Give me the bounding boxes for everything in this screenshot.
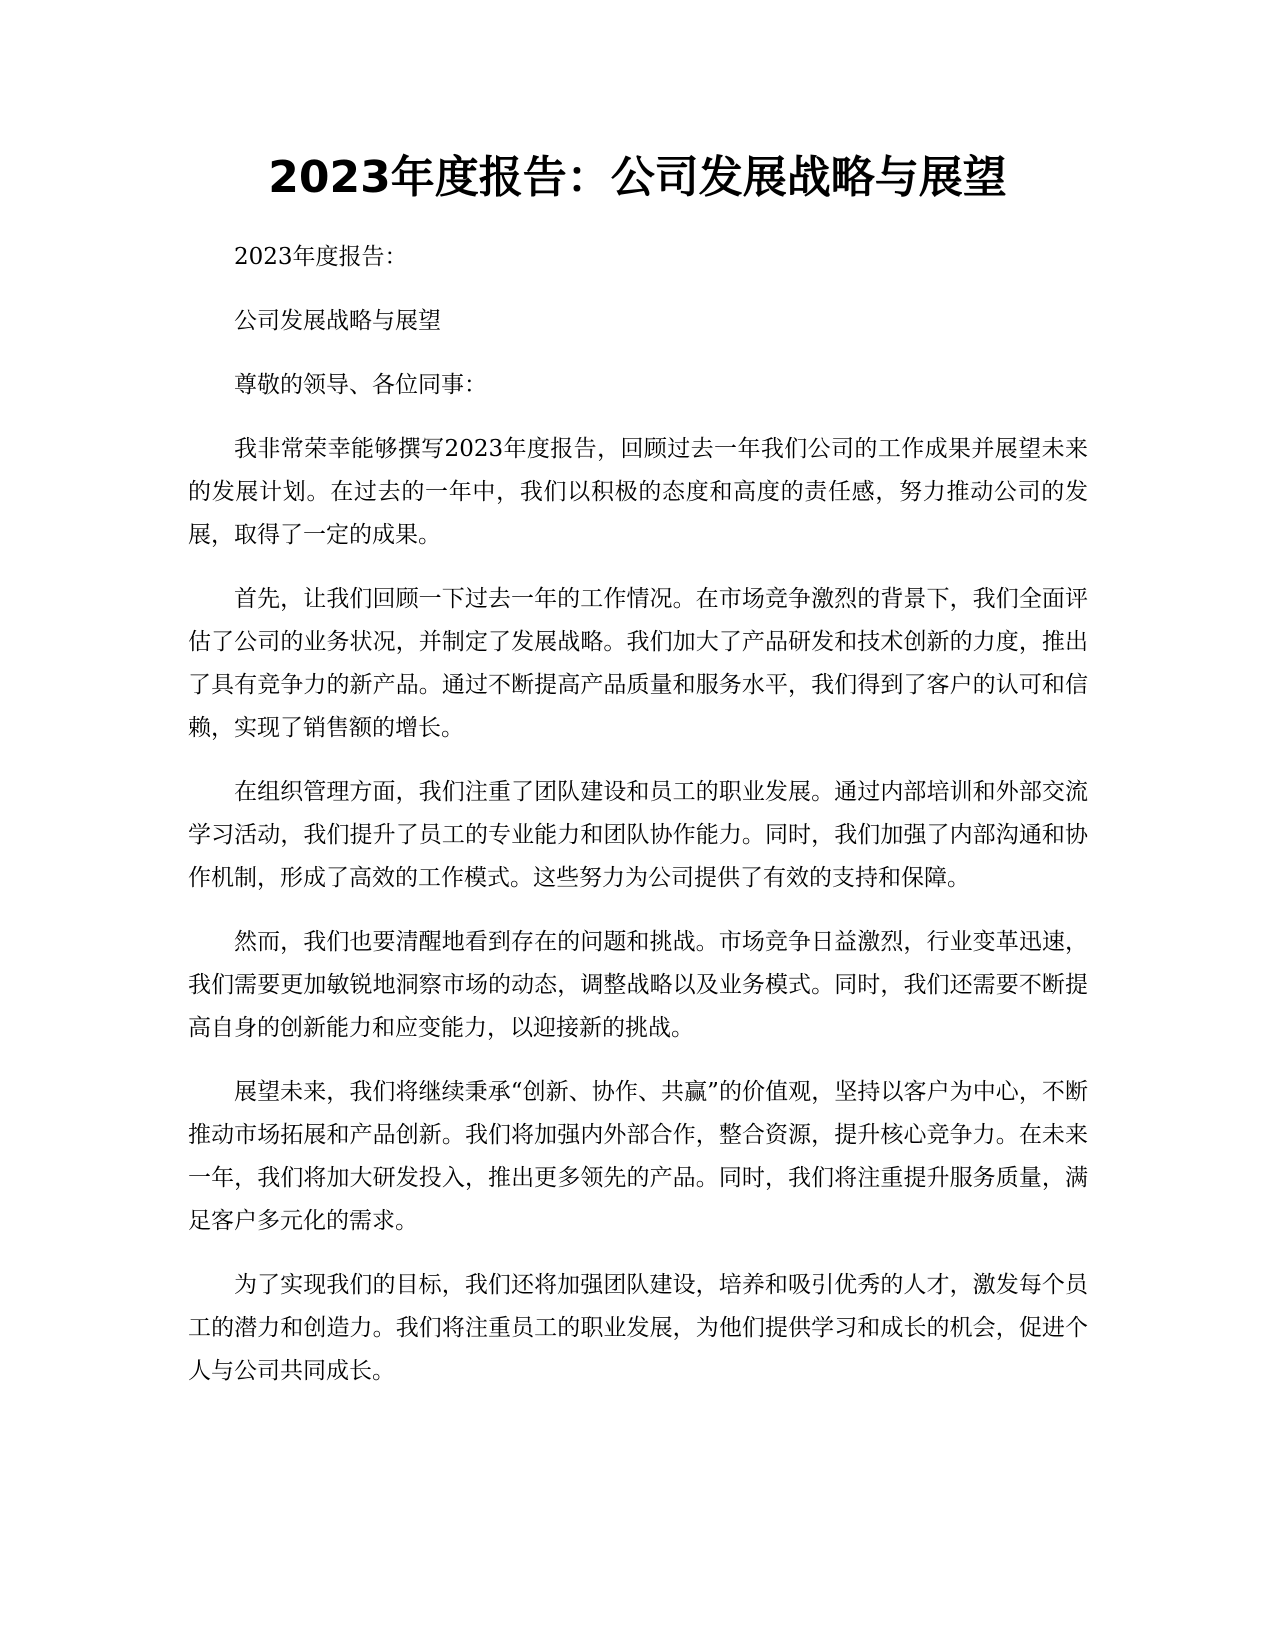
- paragraph-intro: 我非常荣幸能够撰写2023年度报告，回顾过去一年我们公司的工作成果并展望未来的发展计划。在过去的一年中，我们以积极的态度和高度的责任感，努力推动公司的发展，取得了一定的成果。: [188, 436, 1088, 548]
- paragraph-organization: 在组织管理方面，我们注重了团队建设和员工的职业发展。通过内部培训和外部交流学习活动，我们提升了员工的专业能力和团队协作能力。同时，我们加强了内部沟通和协作机制，形成了高效的工作模式。这些努力为公司提供了有效的支持和保障。: [188, 779, 1088, 891]
- paragraph-report-heading: 2023年度报告：: [234, 244, 408, 270]
- paragraph-outlook: 展望未来，我们将继续秉承“创新、协作、共赢”的价值观，坚持以客户为中心，不断推动市场拓展和产品创新。我们将加强内外部合作，整合资源，提升核心竞争力。在未来一年，我们将加大研发投入，推出更多领先的产品。同时，我们将注重提升服务质量，满足客户多元化的需求。: [188, 1079, 1088, 1234]
- paragraph-challenges: 然而，我们也要清醒地看到存在的问题和挑战。市场竞争日益激烈，行业变革迅速，我们需要更加敏锐地洞察市场的动态，调整战略以及业务模式。同时，我们还需要不断提高自身的创新能力和应变能力，以迎接新的挑战。: [188, 929, 1088, 1041]
- document-body: [188, 236, 1088, 1414]
- paragraph-subtitle: 公司发展战略与展望: [234, 308, 441, 334]
- paragraph-review: 首先，让我们回顾一下过去一年的工作情况。在市场竞争激烈的背景下，我们全面评估了公司的业务状况，并制定了发展战略。我们加大了产品研发和技术创新的力度，推出了具有竞争力的新产品。通过不断提高产品质量和服务水平，我们得到了客户的认可和信赖，实现了销售额的增长。: [188, 586, 1088, 741]
- document-title: 2023年度报告：公司发展战略与展望: [268, 152, 1007, 203]
- paragraph-talent: 为了实现我们的目标，我们还将加强团队建设，培养和吸引优秀的人才，激发每个员工的潜力和创造力。我们将注重员工的职业发展，为他们提供学习和成长的机会，促进个人与公司共同成长。: [188, 1272, 1088, 1384]
- paragraph-salutation: 尊敬的领导、各位同事：: [234, 372, 487, 398]
